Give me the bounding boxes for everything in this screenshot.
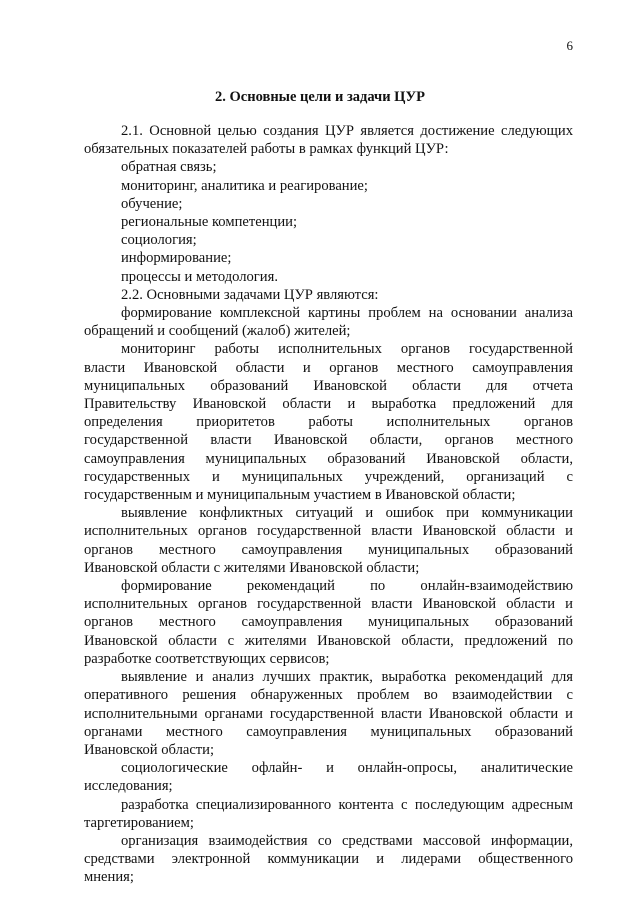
text-line: региональные компетенции; [121,214,298,231]
text-line: 2.2. Основными задачами ЦУР являются: [121,286,379,303]
paragraph [84,759,573,795]
text-line: исследования; [84,778,173,795]
text-line: государственным и муниципальным участием в Ивановской области; [84,487,516,504]
paragraph [84,832,573,887]
text-line: таргетированием; [84,814,194,831]
text-line: процессы и методология. [121,268,278,285]
text-line: оперативного решения обнаруженных проблем во взаимодействии с [84,687,573,704]
text-line: власти Ивановской области и органов местного самоуправления [84,359,573,376]
text-line: выявление конфликтных ситуаций и ошибок при коммуникации [121,505,573,522]
text-line: средствами электронной коммуникации и лидерами общественного [84,851,573,868]
text-line: обучение; [121,195,183,212]
text-line: разработке соответствующих сервисов; [84,650,330,667]
document-body [84,122,573,887]
text-line: органами местного самоуправления муниципальных образований [84,723,573,740]
text-line: самоуправления муниципальных образований Ивановской области, [84,450,573,467]
paragraph [84,195,573,213]
text-line: Ивановской области; [84,741,215,758]
text-line: мнения; [84,869,134,886]
text-line: исполнительных органов государственной власти Ивановской области и [84,596,573,613]
text-line: Ивановской области с жителями Ивановской области; [84,559,420,576]
text-line: государственной власти Ивановской области, органов местного [84,432,573,449]
paragraph [84,122,573,158]
text-line: социологические офлайн- и онлайн-опросы, аналитические [121,760,573,777]
text-line: исполнительными органами государственной власти Ивановской области и [84,705,573,722]
text-line: 2.1. Основной целью создания ЦУР является достижение следующих [121,123,573,139]
text-line: определения приоритетов работы исполнительных органов [84,414,573,431]
text-line: формирование комплексной картины проблем на основании анализа [121,305,573,322]
paragraph [84,158,573,176]
text-line: государственных и муниципальных учреждений, организаций с [84,468,573,485]
page-number: 6 [566,38,573,53]
text-line: выявление и анализ лучших практик, выработка рекомендаций для [121,669,573,686]
paragraph [84,231,573,249]
text-line: формирование рекомендаций по онлайн-взаимодействию [121,578,573,595]
paragraph [84,504,573,577]
text-line: обязательных показателей работы в рамках функций ЦУР: [84,141,449,158]
paragraph [84,340,573,504]
text-line: обращений и сообщений (жалоб) жителей; [84,323,351,340]
paragraph [84,177,573,195]
text-line: разработка специализированного контента с последующим адресным [121,796,573,813]
paragraph [84,304,573,340]
text-line: Ивановской области с жителями Ивановской области, предложений по [84,632,573,649]
text-line: органов местного самоуправления муниципальных образований [84,614,573,631]
paragraph [84,796,573,832]
paragraph [84,286,573,304]
paragraph [84,213,573,231]
section-heading: 2. Основные цели и задачи ЦУР [215,89,425,105]
text-line: организация взаимодействия со средствами массовой информации, [121,832,573,849]
paragraph [84,668,573,759]
text-line: социология; [121,232,197,249]
paragraph [84,249,573,267]
text-line: обратная связь; [121,159,217,176]
text-line: органов местного самоуправления муниципальных образований [84,541,573,558]
text-line: Правительству Ивановской области и выработка предложений для [84,396,573,413]
paragraph [84,577,573,668]
text-line: исполнительных органов государственной власти Ивановской области и [84,523,573,540]
text-line: муниципальных образований Ивановской области для отчета [84,377,573,394]
text-line: мониторинг работы исполнительных органов государственной [121,341,573,358]
text-line: мониторинг, аналитика и реагирование; [121,177,368,194]
text-line: информирование; [121,250,232,267]
paragraph [84,268,573,286]
